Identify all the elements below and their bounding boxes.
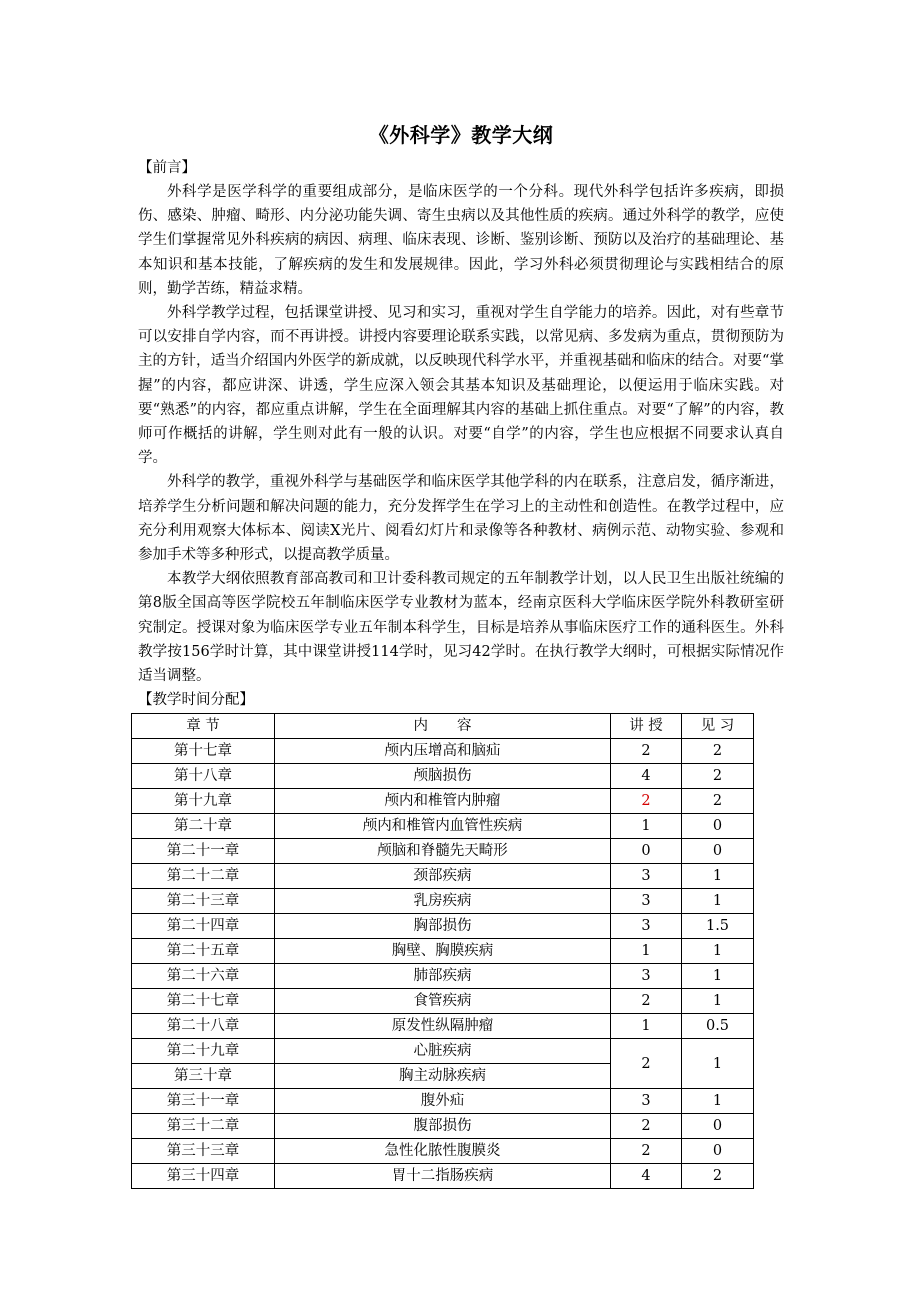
cell-chapter: 第二十八章 — [132, 1014, 275, 1039]
table-row — [132, 1014, 754, 1039]
cell-chapter: 第三十四章 — [132, 1164, 275, 1189]
paragraph: 外科学教学过程，包括课堂讲授、见习和实习，重视对学生自学能力的培养。因此，对有些章节可以安排自学内容，而不再讲授。讲授内容要理论联系实践，以常见病、多发病为重点，贯彻预防为主的方针，适当介绍国内外医学的新成就，以反映现代科学水平，并重视基础和临床的结合。对要“掌握”的内容，都应讲深、讲透，学生应深入领会其基本知识及基础理论，以便运用于临床实践。对要“熟悉”的内容，都应重点讲解，学生在全面理解其内容的基础上抓住重点。对要“了解”的内容，教师可作概括的讲解，学生则对此有一般的认识。对要“自学”的内容，学生也应根据不同要求认真自学。 — [138, 305, 784, 467]
cell-observe: 0.5 — [682, 1014, 754, 1039]
table-row — [132, 1164, 754, 1189]
cell-chapter: 第二十七章 — [132, 989, 275, 1014]
cell-lecture: 2 — [611, 1139, 682, 1164]
table-row — [132, 839, 754, 864]
cell-chapter: 第三十章 — [132, 1064, 275, 1089]
cell-chapter: 第十七章 — [132, 739, 275, 764]
cell-lecture-highlighted: 2 — [611, 789, 682, 814]
cell-chapter: 第三十二章 — [132, 1114, 275, 1139]
table-row — [132, 789, 754, 814]
cell-lecture: 3 — [611, 964, 682, 989]
header-content: 内 容 — [275, 714, 611, 739]
cell-content: 胸壁、胸膜疾病 — [275, 939, 611, 964]
cell-lecture: 1 — [611, 814, 682, 839]
cell-observe: 1 — [682, 1089, 754, 1114]
cell-content: 颅内压增高和脑疝 — [275, 739, 611, 764]
table-row — [132, 914, 754, 939]
cell-observe: 0 — [682, 1114, 754, 1139]
cell-lecture-merged: 2 — [611, 1039, 682, 1089]
cell-lecture: 3 — [611, 914, 682, 939]
document-title: 《外科学》教学大纲 — [368, 123, 554, 147]
cell-lecture: 2 — [611, 989, 682, 1014]
cell-chapter: 第二十章 — [132, 814, 275, 839]
cell-observe-merged: 1 — [682, 1039, 754, 1089]
cell-content: 原发性纵隔肿瘤 — [275, 1014, 611, 1039]
cell-chapter: 第二十四章 — [132, 914, 275, 939]
cell-content: 颈部疾病 — [275, 864, 611, 889]
paragraph: 外科学是医学科学的重要组成部分，是临床医学的一个分科。现代外科学包括许多疾病，即损伤、感染、肿瘤、畸形、内分泌功能失调、寄生虫病以及其他性质的疾病。通过外科学的教学，应使学生们掌握常见外科疾病的病因、病理、临床表现、诊断、鉴别诊断、预防以及治疗的基础理论、基本知识和基本技能，了解疾病的发生和发展规律。因此，学习外科必须贯彻理论与实践相结合的原则，勤学苦练，精益求精。 — [138, 184, 784, 297]
cell-content: 食管疾病 — [275, 989, 611, 1014]
cell-observe: 2 — [682, 739, 754, 764]
cell-lecture: 1 — [611, 1014, 682, 1039]
cell-observe: 2 — [682, 789, 754, 814]
document-page — [138, 118, 784, 711]
cell-lecture: 3 — [611, 864, 682, 889]
table-row — [132, 964, 754, 989]
cell-content: 颅内和椎管内血管性疾病 — [275, 814, 611, 839]
cell-chapter: 第二十五章 — [132, 939, 275, 964]
cell-content: 胸主动脉疾病 — [275, 1064, 611, 1089]
table-row — [132, 864, 754, 889]
table-row — [132, 1139, 754, 1164]
cell-observe: 2 — [682, 764, 754, 789]
cell-chapter: 第二十一章 — [132, 839, 275, 864]
table-row — [132, 989, 754, 1014]
header-lecture: 讲 授 — [611, 714, 682, 739]
cell-observe: 1 — [682, 989, 754, 1014]
cell-observe: 1 — [682, 964, 754, 989]
table-row — [132, 739, 754, 764]
cell-content: 肺部疾病 — [275, 964, 611, 989]
cell-observe: 0 — [682, 839, 754, 864]
cell-chapter: 第二十二章 — [132, 864, 275, 889]
cell-chapter: 第十八章 — [132, 764, 275, 789]
cell-observe: 1.5 — [682, 914, 754, 939]
cell-content: 颅脑和脊髓先天畸形 — [275, 839, 611, 864]
cell-content: 颅脑损伤 — [275, 764, 611, 789]
cell-lecture: 1 — [611, 939, 682, 964]
schedule-heading: 【教学时间分配】 — [138, 692, 254, 709]
table-row — [132, 939, 754, 964]
cell-lecture: 2 — [611, 739, 682, 764]
schedule-table — [131, 713, 754, 1189]
cell-observe: 1 — [682, 864, 754, 889]
cell-content: 腹部损伤 — [275, 1114, 611, 1139]
cell-lecture: 4 — [611, 764, 682, 789]
cell-lecture: 3 — [611, 1089, 682, 1114]
cell-chapter: 第十九章 — [132, 789, 275, 814]
cell-content: 胃十二指肠疾病 — [275, 1164, 611, 1189]
table-row-merged-top — [132, 1039, 754, 1064]
cell-observe: 0 — [682, 814, 754, 839]
cell-observe: 0 — [682, 1139, 754, 1164]
cell-observe: 1 — [682, 889, 754, 914]
cell-observe: 1 — [682, 939, 754, 964]
cell-chapter: 第二十九章 — [132, 1039, 275, 1064]
cell-observe: 2 — [682, 1164, 754, 1189]
cell-lecture: 2 — [611, 1114, 682, 1139]
cell-content: 腹外疝 — [275, 1089, 611, 1114]
preface-heading: 【前言】 — [138, 160, 196, 176]
cell-lecture: 3 — [611, 889, 682, 914]
cell-content: 胸部损伤 — [275, 914, 611, 939]
cell-content: 急性化脓性腹膜炎 — [275, 1139, 611, 1164]
cell-content: 颅内和椎管内肿瘤 — [275, 789, 611, 814]
paragraph: 本教学大纲依照教育部高教司和卫计委科教司规定的五年制教学计划，以人民卫生出版社统编的第8版全国高等医学院校五年制临床医学专业教材为蓝本，经南京医科大学临床医学院外科教研室研究制定。授课对象为临床医学专业五年制本科学生，目标是培养从事临床医疗工作的通科医生。外科教学按156学时计算，其中课堂讲授114学时，见习42学时。在执行教学大纲时，可根据实际情况作适当调整。 — [138, 571, 784, 685]
cell-content: 心脏疾病 — [275, 1039, 611, 1064]
table-row — [132, 814, 754, 839]
header-chapter: 章 节 — [132, 714, 275, 739]
table-row — [132, 764, 754, 789]
cell-chapter: 第三十三章 — [132, 1139, 275, 1164]
cell-content: 乳房疾病 — [275, 889, 611, 914]
table-header-row — [132, 714, 754, 739]
table-row — [132, 1089, 754, 1114]
cell-chapter: 第三十一章 — [132, 1089, 275, 1114]
table-row — [132, 889, 754, 914]
paragraph: 外科学的教学，重视外科学与基础医学和临床医学其他学科的内在联系，注意启发，循序渐进，培养学生分析问题和解决问题的能力，充分发挥学生在学习上的主动性和创造性。在教学过程中，应充分利用观察大体标本、阅读X光片、阅看幻灯片和录像等各种教材、病例示范、动物实验、参观和参加手术等多种形式，以提高教学质量。 — [138, 474, 784, 564]
cell-chapter: 第二十三章 — [132, 889, 275, 914]
cell-lecture: 0 — [611, 839, 682, 864]
cell-chapter: 第二十六章 — [132, 964, 275, 989]
table-row — [132, 1114, 754, 1139]
header-observe: 见 习 — [682, 714, 754, 739]
cell-lecture: 4 — [611, 1164, 682, 1189]
